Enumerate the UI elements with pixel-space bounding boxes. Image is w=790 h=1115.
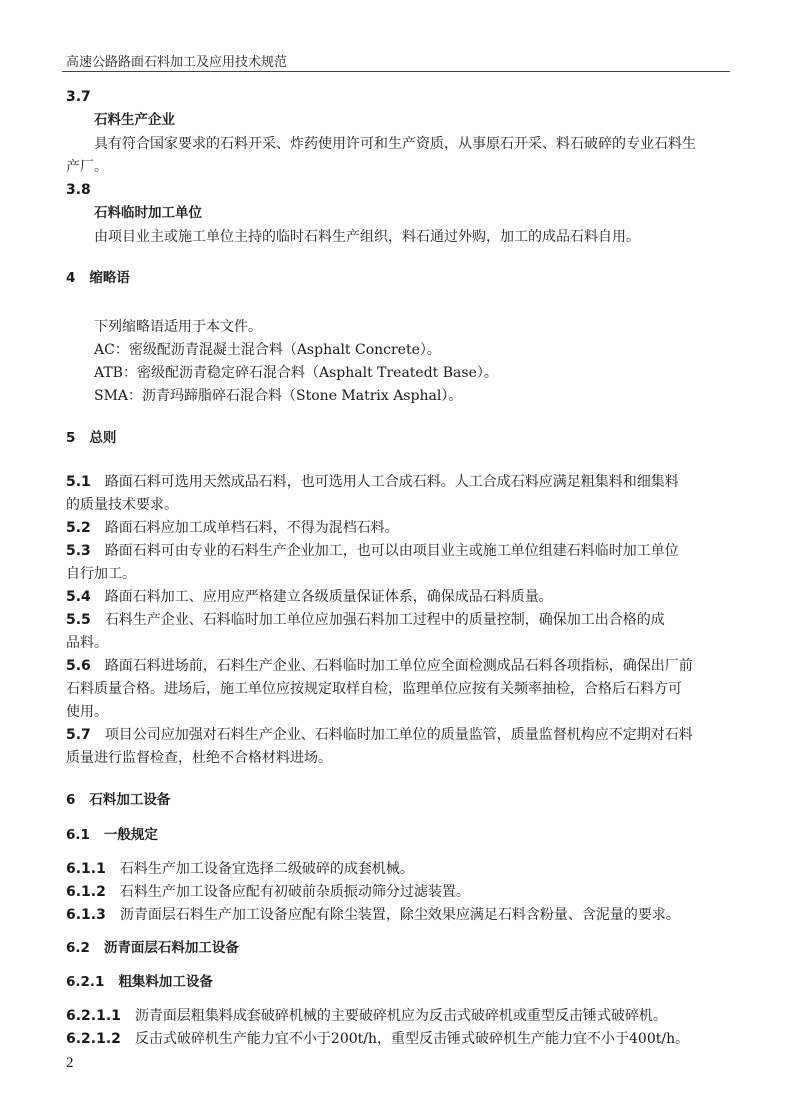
subsection-6-2-1-number: 6.2.1 xyxy=(66,974,105,990)
clause-5-6-text: 路面石料进场前，石料生产企业、石料临时加工单位应全面检测成品石料各项指标，确保出厂前 xyxy=(104,658,693,674)
page-number: 2 xyxy=(66,1055,74,1071)
clause-3-8-number: 3.8 xyxy=(66,182,91,198)
section-5-title: 总则 xyxy=(89,430,117,446)
clause-5-4-text: 路面石料加工、应用应严格建立各级质量保证体系，确保成品石料质量。 xyxy=(104,589,553,605)
clause-5-5-line1 xyxy=(66,610,665,630)
clause-3-7-term: 石料生产企业 xyxy=(94,112,175,128)
section-4-intro: 下列缩略语适用于本文件。 xyxy=(94,319,262,335)
clause-5-5-text: 石料生产企业、石料临时加工单位应加强石料加工过程中的质量控制，确保加工出合格的成 xyxy=(104,612,665,628)
subsection-6-1-number: 6.1 xyxy=(66,827,90,843)
section-4-number: 4 xyxy=(66,270,76,286)
subsection-6-2-number: 6.2 xyxy=(66,940,90,956)
running-header: 高速公路路面石料加工及应用技术规范 xyxy=(66,55,288,70)
subsection-6-2-heading xyxy=(66,938,239,958)
clause-5-7-number: 5.7 xyxy=(66,727,91,743)
clause-5-6-line3: 使用。 xyxy=(66,704,108,720)
section-5-number: 5 xyxy=(66,430,76,446)
clause-5-5-number: 5.5 xyxy=(66,612,91,628)
clause-5-7-line1 xyxy=(66,725,693,745)
clause-6-1-3-number: 6.1.3 xyxy=(66,907,106,923)
section-6-heading xyxy=(66,790,170,810)
header-rule xyxy=(62,71,730,72)
clause-6-1-2 xyxy=(66,882,470,902)
clause-5-3-line2: 自行加工。 xyxy=(66,566,136,582)
clause-6-2-1-2-text: 反击式破碎机生产能力宜不小于200t/h，重型反击锤式破碎机生产能力宜不小于400t/h。 xyxy=(134,1031,690,1047)
clause-5-4-number: 5.4 xyxy=(66,589,91,605)
clause-5-6-number: 5.6 xyxy=(66,658,91,674)
clause-5-5-line2: 品料。 xyxy=(66,635,108,651)
clause-6-2-1-2-number: 6.2.1.2 xyxy=(66,1031,121,1047)
clause-5-2-number: 5.2 xyxy=(66,520,91,536)
clause-5-3-number: 5.3 xyxy=(66,543,91,559)
section-5-heading xyxy=(66,428,116,448)
clause-5-3-line1 xyxy=(66,541,679,561)
clause-5-4 xyxy=(66,587,553,607)
section-4-title: 缩略语 xyxy=(89,270,130,286)
clause-3-7-definition-line2: 产厂。 xyxy=(66,159,108,175)
clause-6-2-1-1-text: 沥青面层粗集料成套破碎机械的主要破碎机应为反击式破碎机或重型反击锤式破碎机。 xyxy=(134,1008,667,1024)
section-4-heading xyxy=(66,268,130,288)
clause-5-7-line2: 质量进行监督检查，杜绝不合格材料进场。 xyxy=(66,750,332,766)
clause-6-1-3-text: 沥青面层石料生产加工设备应配有除尘装置，除尘效果应满足石料含粉量、含泥量的要求。 xyxy=(119,907,680,923)
subsection-6-2-title: 沥青面层石料加工设备 xyxy=(103,940,239,956)
clause-6-1-2-number: 6.1.2 xyxy=(66,884,106,900)
subsection-6-2-1-title: 粗集料加工设备 xyxy=(118,974,213,990)
abbreviation-ac: AC：密级配沥青混凝土混合料（Asphalt Concrete）。 xyxy=(94,342,441,358)
clause-6-2-1-2 xyxy=(66,1029,689,1049)
clause-5-1-text: 路面石料可选用天然成品石料，也可选用人工合成石料。人工合成石料应满足粗集料和细集料 xyxy=(104,474,679,490)
subsection-6-2-1-heading xyxy=(66,972,213,992)
clause-5-6-line1 xyxy=(66,656,693,676)
subsection-6-1-heading xyxy=(66,825,158,845)
clause-6-1-1 xyxy=(66,859,414,879)
clause-5-6-line2: 石料质量合格。进场后，施工单位应按规定取样自检，监理单位应按有关频率抽检，合格后石料方可 xyxy=(66,681,682,697)
clause-5-3-text: 路面石料可由专业的石料生产企业加工，也可以由项目业主或施工单位组建石料临时加工单位 xyxy=(104,543,679,559)
clause-6-2-1-1 xyxy=(66,1006,667,1026)
section-6-title: 石料加工设备 xyxy=(89,792,171,808)
clause-5-1-number: 5.1 xyxy=(66,474,91,490)
clause-3-8-term: 石料临时加工单位 xyxy=(94,205,202,221)
clause-5-7-text: 项目公司应加强对石料生产企业、石料临时加工单位的质量监管，质量监督机构应不定期对石料 xyxy=(104,727,693,743)
abbreviation-atb: ATB：密级配沥青稳定碎石混合料（Asphalt Treatedt Base）。 xyxy=(94,365,498,381)
clause-3-8-definition: 由项目业主或施工单位主持的临时石料生产组织，料石通过外购，加工的成品石料自用。 xyxy=(94,229,640,245)
clause-3-7-number: 3.7 xyxy=(66,89,91,105)
clause-6-2-1-1-number: 6.2.1.1 xyxy=(66,1008,121,1024)
subsection-6-1-title: 一般规定 xyxy=(103,827,158,843)
clause-5-2 xyxy=(66,518,399,538)
clause-6-1-3 xyxy=(66,905,680,925)
clause-6-1-1-text: 石料生产加工设备宜选择二级破碎的成套机械。 xyxy=(119,861,414,877)
section-6-number: 6 xyxy=(66,792,76,808)
clause-3-7-definition-line1: 具有符合国家要求的石料开采、炸药使用许可和生产资质，从事原石开采、料石破碎的专业石料生 xyxy=(94,136,696,152)
clause-6-1-2-text: 石料生产加工设备应配有初破前杂质振动筛分过滤装置。 xyxy=(119,884,470,900)
clause-5-2-text: 路面石料应加工成单档石料，不得为混档石料。 xyxy=(104,520,399,536)
clause-5-1-line1 xyxy=(66,472,679,492)
abbreviation-sma: SMA：沥青玛蹄脂碎石混合料（Stone Matrix Asphal）。 xyxy=(94,388,463,404)
clause-6-1-1-number: 6.1.1 xyxy=(66,861,106,877)
clause-5-1-line2: 的质量技术要求。 xyxy=(66,497,178,513)
